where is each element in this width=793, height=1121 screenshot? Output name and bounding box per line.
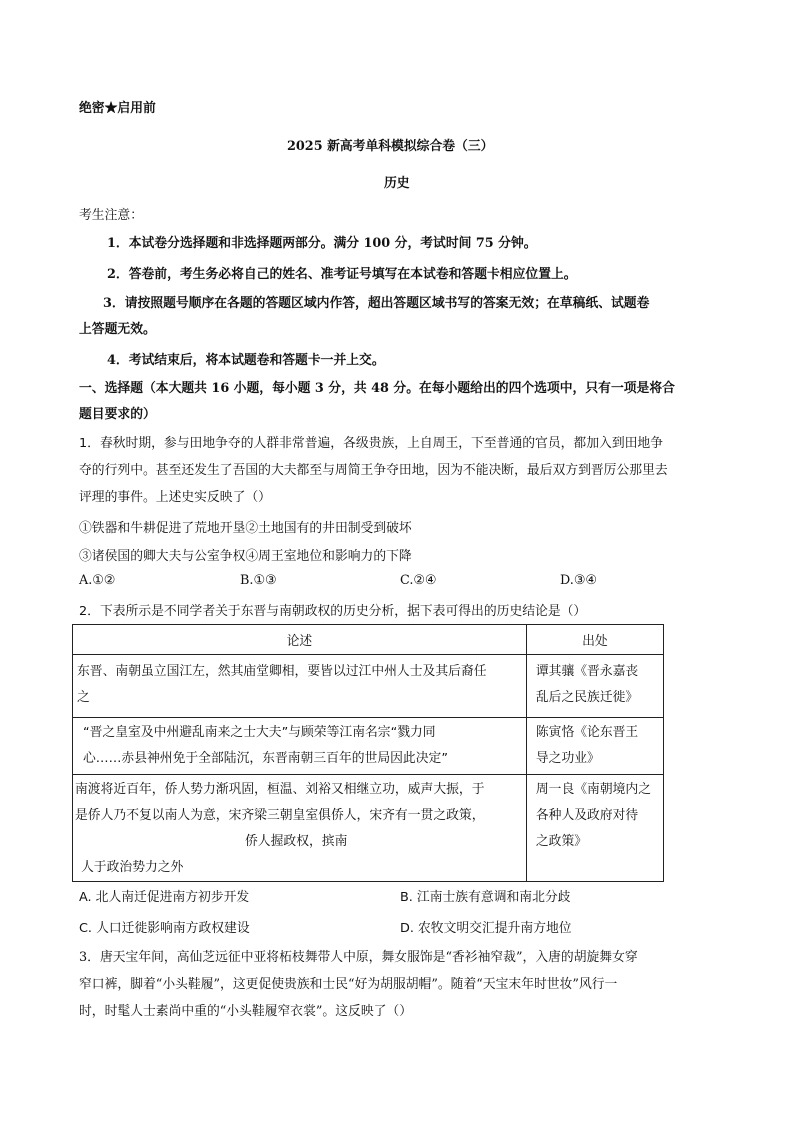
table-header-argument: 论述 [73, 625, 527, 655]
table-row [73, 775, 664, 882]
q1-statement-line2: ③诸侯国的卿大夫与公室争权④周王室地位和影响力的下降 [79, 549, 412, 564]
subject-title: 历史 [384, 176, 410, 191]
row2-quote-line1: “晋之皇室及中州避乱南来之士大夫”与顾荣等江南名宗“戮力同 [83, 725, 436, 740]
notice-item-4: 4．考试结束后，将本试题卷和答题卡一并上交。 [107, 353, 385, 368]
row1-source-line1: 谭其骧《晋永嘉丧 [535, 664, 639, 679]
q1-option-d: D.③④ [560, 573, 597, 588]
row3-quote-line3: 侨人握政权，摈南 [245, 834, 348, 849]
q2-stem: 2．下表所示是不同学者关于东晋与南朝政权的历史分析，据下表可得出的历史结论是（） [79, 604, 587, 619]
row2-quote-line2: 心……赤县神州免于全部陆沉，东晋南朝三百年的世局因此决定” [83, 751, 448, 766]
row3-quote-line4: 人于政治势力之外 [81, 860, 184, 875]
row3-quote-line2: 是侨人乃不复以南人为意，宋齐梁三朝皇室俱侨人，宋齐有一贯之政策， [75, 808, 485, 823]
exam-title: 2025 新高考单科模拟综合卷（三） [287, 139, 494, 154]
row2-source-line1: 陈寅恪《论东晋王 [535, 725, 639, 740]
q3-stem-line1: 3．唐天宝年间，高仙芝远征中亚将柘枝舞带人中原，舞女服饰是“香衫袖窄裁”，入唐的胡旋舞女穿 [79, 950, 638, 965]
q2-option-b: B. 江南士族有意调和南北分歧 [400, 890, 571, 905]
notice-item-2: 2．答卷前，考生务必将自己的姓名、准考证号填写在本试卷和答题卡相应位置上。 [107, 267, 577, 282]
row2-source-line2: 导之功业》 [535, 751, 600, 766]
q2-option-a: A. 北人南迁促进南方初步开发 [79, 890, 250, 905]
q1-stem-line2: 夺的行列中。甚至还发生了吾国的大夫都至与周简王争夺田地，因为不能决断，最后双方到晋厉公那里去 [79, 463, 668, 478]
q1-stem-line3: 评理的事件。上述史实反映了（） [79, 490, 271, 505]
section-1-heading-line1: 一、选择题（本大题共 16 小题，每小题 3 分，共 48 分。在每小题给出的四个选项中，只有一项是将合 [79, 381, 675, 396]
row3-quote-line1: 南渡将近百年，侨人势力渐巩固，桓温、刘裕又相继立功，威声大振，于 [75, 782, 485, 797]
q2-option-d: D. 农牧文明交汇提升南方地位 [400, 921, 572, 936]
row3-source-line3: 之政策》 [535, 834, 588, 849]
notice-item-1: 1．本试卷分选择题和非选择题两部分。满分 100 分，考试时间 75 分钟。 [107, 236, 537, 251]
notice-heading: 考生注意： [79, 208, 143, 223]
table-row [73, 655, 664, 718]
q2-option-c: C. 人口迁徙影响南方政权建设 [79, 921, 250, 936]
row1-quote-line1: 东晋、南朝虽立国江左，然其庙堂卿相，要皆以过江中州人士及其后裔任 [77, 664, 487, 679]
q3-stem-line2: 窄口裤，脚着“小头鞋履”，这更促使贵族和士民“好为胡服胡帽”。随着“天宝末年时世妆”风行一 [79, 977, 618, 992]
q2-source-table [72, 624, 664, 882]
row3-source-line2: 各种人及政府对待 [535, 808, 639, 823]
q1-statement-line1: ①铁器和牛耕促进了荒地开垦②土地国有的井田制受到破坏 [79, 521, 412, 536]
q1-option-b: B.①③ [240, 573, 277, 588]
table-row [73, 718, 664, 775]
q1-stem-line1: 1．春秋时期，参与田地争夺的人群非常普遍，各级贵族，上自周王，下至普通的官员，都加入到田地争 [79, 436, 664, 451]
confidential-mark: 绝密★启用前 [79, 101, 156, 116]
row1-quote-line2: 之 [77, 690, 90, 705]
notice-item-3-line1: 3．请按照题号顺序在各题的答题区域内作答，超出答题区域书写的答案无效；在草稿纸、试题卷 [103, 296, 650, 311]
row1-source-line2: 乱后之民族迁徙》 [535, 690, 639, 705]
notice-item-3-line2: 上答题无效。 [79, 322, 156, 337]
section-1-heading-line2: 题目要求的） [79, 407, 156, 422]
table-header-source: 出处 [526, 625, 663, 655]
row3-source-line1: 周一良《南朝境内之 [535, 782, 652, 797]
table-header-row [73, 625, 664, 655]
q1-option-c: C.②④ [400, 573, 437, 588]
q3-stem-line3: 时，时髦人士素尚中重的“小头鞋履窄衣裳”。这反映了（） [79, 1004, 413, 1019]
q1-option-a: A.①② [79, 573, 116, 588]
